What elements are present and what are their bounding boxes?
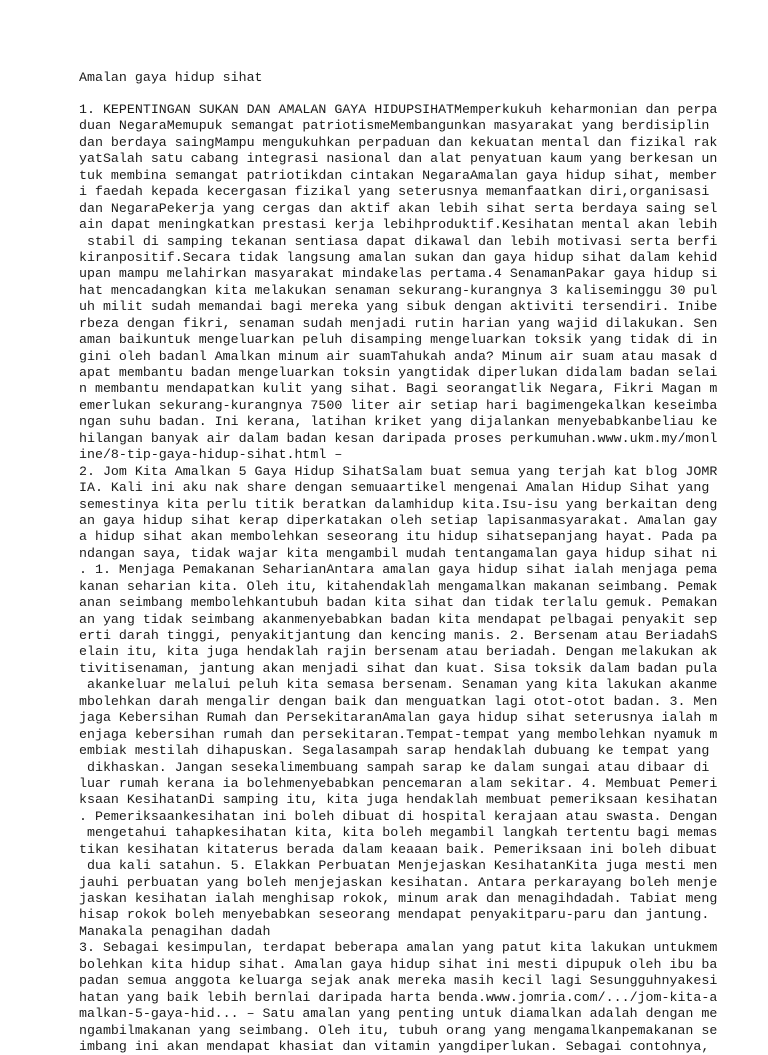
text-line: dikhaskan. Jangan sesekalimembuang sampah sarap ke dalam sungai atau dibaar di xyxy=(79,759,710,775)
text-line: emerlukan sekurang-kurangnya 7500 liter air setiap hari bagimengekalkan keseimba xyxy=(79,397,718,413)
text-line: semestinya kita perlu titik beratkan dalamhidup kita.Isu-isu yang berkaitan deng xyxy=(79,496,718,512)
text-line: elain itu, kita juga hendaklah rajin bersenam atau beriadah. Dengan melakukan ak xyxy=(79,644,718,660)
text-line: enjaga kebersihan rumah dan persekitaran.Tempat-tempat yang membolehkan nyamuk m xyxy=(79,726,718,742)
text-line: ine/8-tip-gaya-hidup-sihat.html – xyxy=(79,447,343,463)
text-line: duan NegaraMemupuk semangat patriotismeMembangunkan masyarakat yang berdisiplin xyxy=(79,118,710,134)
text-line: i faedah kepada kecergasan fizikal yang seterusnya memanfaatkan diri,organisasi xyxy=(79,184,710,200)
text-line: aman baikuntuk mengeluarkan peluh disamping mengeluarkan toksik yang tidak di in xyxy=(79,332,718,348)
text-line: ndangan saya, tidak wajar kita mengambil mudah tentangamalan gaya hidup sihat ni xyxy=(79,545,718,561)
text-line: 2. Jom Kita Amalkan 5 Gaya Hidup SihatSalam buat semua yang terjah kat blog JOMR xyxy=(79,463,718,479)
text-line: ngan suhu badan. Ini kerana, latihan kriket yang dijalankan menyebabkanbeliau ke xyxy=(79,414,718,430)
text-line: bolehkan kita hidup sihat. Amalan gaya hidup sihat ini mesti dipupuk oleh ibu ba xyxy=(79,956,718,972)
text-line: padan semua anggota keluarga sejak anak mereka masih kecil lagi Sesungguhnyakesi xyxy=(79,973,718,989)
text-line: luar rumah kerana ia bolehmenyebabkan pencemaran alam sekitar. 4. Membuat Pemeri xyxy=(79,775,718,791)
text-line: kanan seharian kita. Oleh itu, kitahendaklah mengamalkan makanan seimbang. Pemak xyxy=(79,578,718,594)
text-line: ngambilmakanan yang seimbang. Oleh itu, tubuh orang yang mengamalkanpemakanan se xyxy=(79,1022,718,1038)
text-line: hatan yang baik lebih bernlai daripada harta benda.www.jomria.com/.../jom-kita-a xyxy=(79,989,718,1005)
text-line: ksaan KesihatanDi samping itu, kita juga hendaklah membuat pemeriksaan kesihatan xyxy=(79,792,718,808)
text-line: stabil di samping tekanan sentiasa dapat dikawal dan lebih motivasi serta berfi xyxy=(79,233,718,249)
text-line: an gaya hidup sihat kerap diperkatakan oleh setiap lapisanmasyarakat. Amalan gay xyxy=(79,512,718,528)
text-line: erti darah tinggi, penyakitjantung dan kencing manis. 2. Bersenam atau BeriadahS xyxy=(79,628,718,643)
text-line: dan NegaraPekerja yang cergas dan aktif akan lebih sihat serta berdaya saing sel xyxy=(79,200,718,216)
text-line: ain dapat meningkatkan prestasi kerja lebihproduktif.Kesihatan mental akan lebih xyxy=(79,217,718,233)
text-line: Manakala penagihan dadah xyxy=(79,923,271,939)
text-line: 1. KEPENTINGAN SUKAN DAN AMALAN GAYA HIDUPSIHATMemperkukuh keharmonian dan perpa xyxy=(79,102,718,117)
text-line: jaga Kebersihan Rumah dan PersekitaranAmalan gaya hidup sihat seterusnya ialah m xyxy=(79,710,718,726)
text-line: gini oleh badanl Amalkan minum air suamTahukah anda? Minum air suam atau masak d xyxy=(79,348,718,364)
text-line: embiak mestilah dihapuskan. Segalasampah sarap hendaklah dubuang ke tempat yang xyxy=(79,743,710,759)
text-line: IA. Kali ini aku nak share dengan semuaartikel mengenai Amalan Hidup Sihat yang xyxy=(79,480,710,496)
text-line: mbolehkan darah mengalir dengan baik dan menguatkan lagi otot-otot badan. 3. Men xyxy=(79,693,718,709)
text-line: . 1. Menjaga Pemakanan SeharianAntara amalan gaya hidup sihat ialah menjaga pema xyxy=(79,562,718,578)
text-line: an yang tidak seimbang akanmenyebabkan badan kita mendapat pelbagai penyakit sep xyxy=(79,611,718,627)
text-line: tuk membina semangat patriotikdan cintakan NegaraAmalan gaya hidup sihat, member xyxy=(79,167,718,183)
text-line: jauhi perbuatan yang boleh menjejaskan kesihatan. Antara perkarayang boleh menje xyxy=(79,874,718,890)
document-title: Amalan gaya hidup sihat xyxy=(79,70,263,85)
text-line: jaskan kesihatan ialah menghisap rokok, minum arak dan menagihdadah. Tabiat meng xyxy=(79,891,718,906)
text-line: yatSalah satu cabang integrasi nasional dan alat penyatuan kaum yang berkesan un xyxy=(79,151,718,167)
text-line: rbeza dengan fikri, senaman sudah menjadi rutin harian yang wajid dilakukan. Sen xyxy=(79,315,718,331)
text-line: akankeluar melalui peluh kita semasa bersenam. Senaman yang kita lakukan akanme xyxy=(79,677,718,693)
text-line: upan mampu melahirkan masyarakat mindakelas pertama.4 SenamanPakar gaya hidup si xyxy=(79,266,718,282)
text-line: hilangan banyak air dalam badan kesan daripada proses perkumuhan.www.ukm.my/monl xyxy=(79,430,718,446)
text-line: imbang ini akan mendapat khasiat dan vitamin yangdiperlukan. Sebagai contohnya, xyxy=(79,1038,710,1054)
text-line: a hidup sihat akan membolehkan seseorang itu hidup sihatsepanjang hayat. Pada pa xyxy=(79,529,718,545)
text-line: malkan-5-gaya-hid... – Satu amalan yang penting untuk diamalkan adalah dengan me xyxy=(79,1006,718,1022)
text-line: dan berdaya saingMampu mengukuhkan perpaduan dan kekuatan mental dan fizikal rak xyxy=(79,134,718,150)
text-line: apat membantu badan mengeluarkan toksin yangtidak diperlukan didalam badan selai xyxy=(79,365,718,380)
text-line: mengetahui tahapkesihatan kita, kita boleh megambil langkah tertentu bagi memas xyxy=(79,825,718,841)
text-line: kiranpositif.Secara tidak langsung amalan sukan dan gaya hidup sihat dalam kehid xyxy=(79,249,718,265)
text-line: hat mencadangkan kita melakukan senaman sekurang-kurangnya 3 kaliseminggu 30 pul xyxy=(79,282,718,298)
text-line: n membantu mendapatkan kulit yang sihat. Bagi seorangatlik Negara, Fikri Magan m xyxy=(79,381,718,397)
text-line: uh milit sudah memandai bagi mereka yang sibuk dengan aktiviti tersendiri. Inibe xyxy=(79,299,718,315)
text-line: hisap rokok boleh menyebabkan seseorang mendapat penyakitparu-paru dan jantung. xyxy=(79,907,710,923)
text-line: 3. Sebagai kesimpulan, terdapat beberapa amalan yang patut kita lakukan untukmem xyxy=(79,940,718,956)
text-line: . Pemeriksaankesihatan ini boleh dibuat di hospital kerajaan atau swasta. Dengan xyxy=(79,808,718,824)
document-body xyxy=(79,102,768,1055)
text-line: tikan kesihatan kitaterus berada dalam keaaan baik. Pemeriksaan ini boleh dibuat xyxy=(79,841,718,857)
text-line: tivitisenaman, jantung akan menjadi sihat dan kuat. Sisa toksik dalam badan pula xyxy=(79,660,718,676)
text-line: anan seimbang membolehkantubuh badan kita sihat dan tidak terlalu gemuk. Pemakan xyxy=(79,595,718,611)
text-line: dua kali satahun. 5. Elakkan Perbuatan Menjejaskan KesihatanKita juga mesti men xyxy=(79,858,718,874)
